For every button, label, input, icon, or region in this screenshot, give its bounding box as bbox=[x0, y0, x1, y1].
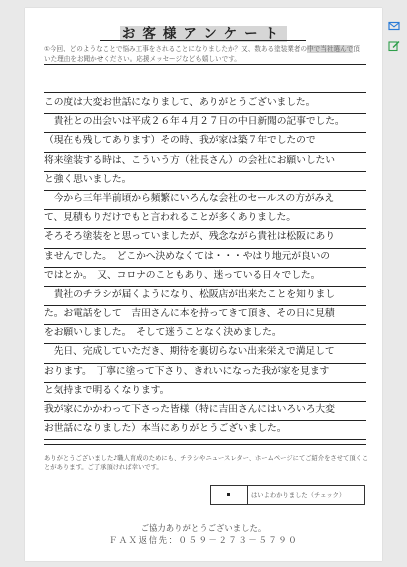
answer-line: た。お電話をして 吉田さんに本を持ってきて頂き、その日に見積 bbox=[44, 306, 366, 325]
consent-checkbox-box bbox=[210, 485, 365, 505]
answer-line: と強く思いました。 bbox=[44, 172, 366, 191]
answer-line: をお願いしました。 そして迷うことなく決めました。 bbox=[44, 325, 366, 344]
consent-checkbox[interactable] bbox=[211, 486, 248, 504]
consent-checkbox-label: はいよわかりました（チェック） bbox=[251, 492, 346, 499]
answer-line: ではとか。 又、コロナのこともあり、迷っている日々でした。 bbox=[44, 268, 366, 287]
title-underline bbox=[100, 40, 306, 41]
answer-block bbox=[44, 95, 366, 440]
answer-line: て、見積もりだけでもと言われることが多くありました。 bbox=[44, 210, 366, 229]
answer-line: 貴社のチラシが届くようになり、松阪店が出来たことを知りまし bbox=[44, 287, 366, 306]
answer-line: 貴社との出会いは平成２６年４月２７日の中日新聞の記事でした。 bbox=[44, 114, 366, 133]
answer-line: この度は大変お世話になりまして、ありがとうございました。 bbox=[44, 95, 366, 114]
answer-line: 将来塗装する時は、こういう方（社長さん）の会社にお願いしたい bbox=[44, 153, 366, 172]
answer-top-rule bbox=[44, 92, 366, 93]
answer-line: 我が家にかかわって下さった皆様（特に吉田さんにはいろいろ大変 bbox=[44, 402, 366, 421]
footnote-text: ありがとうございました♪職人育成のためにも、チラシやニュースレター、ホームページにてご紹介をさせて頂くことがあります。ご了承頂ければ幸いです。 bbox=[44, 455, 369, 471]
answer-line: （現在も残してあります）その時、我が家は築７年でしたので bbox=[44, 133, 366, 152]
question-rule bbox=[44, 64, 366, 65]
thanks-text: ご協力ありがとうございました。 bbox=[140, 523, 267, 533]
fax-number: ＦＡＸ返信先：０５９－２７３－５７９０ bbox=[108, 535, 299, 545]
answer-line: そろそろ塗装をと思っていましたが、残念ながら貴社は松阪にあり bbox=[44, 229, 366, 248]
answer-line: ませんでした。 どこかへ決めなくては・・・やはり地元が良いの bbox=[44, 249, 366, 268]
answer-line: 先日、完成していただき、期待を裏切らない出来栄えで満足して bbox=[44, 344, 366, 363]
survey-page bbox=[25, 8, 382, 561]
answer-line: おります。 丁寧に塗って下さり、きれいになった我が家を見ます bbox=[44, 364, 366, 383]
mail-icon[interactable] bbox=[388, 20, 400, 32]
answer-line: お世話になりました）本当にありがとうございました。 bbox=[44, 421, 366, 440]
answer-line: 今から三年半前頃から頻繁にいろんな会社のセールスの方がみえ bbox=[44, 191, 366, 210]
survey-title: お客様アンケート bbox=[121, 26, 286, 42]
answer-bottom-rule bbox=[44, 444, 366, 445]
check-mark-icon bbox=[227, 493, 230, 496]
answer-line: と気持まで明るくなります。 bbox=[44, 383, 366, 402]
question-text: ①今回、どのようなことで悩み工事をされることになりましたか？又、数ある塗装業者の中で当社選んで頂いた理由をお聞かせください。応援メッセージなども嬉しいです。 bbox=[44, 45, 360, 63]
edit-icon[interactable] bbox=[388, 40, 400, 52]
question-highlight: 中で当社選んで bbox=[307, 45, 354, 53]
